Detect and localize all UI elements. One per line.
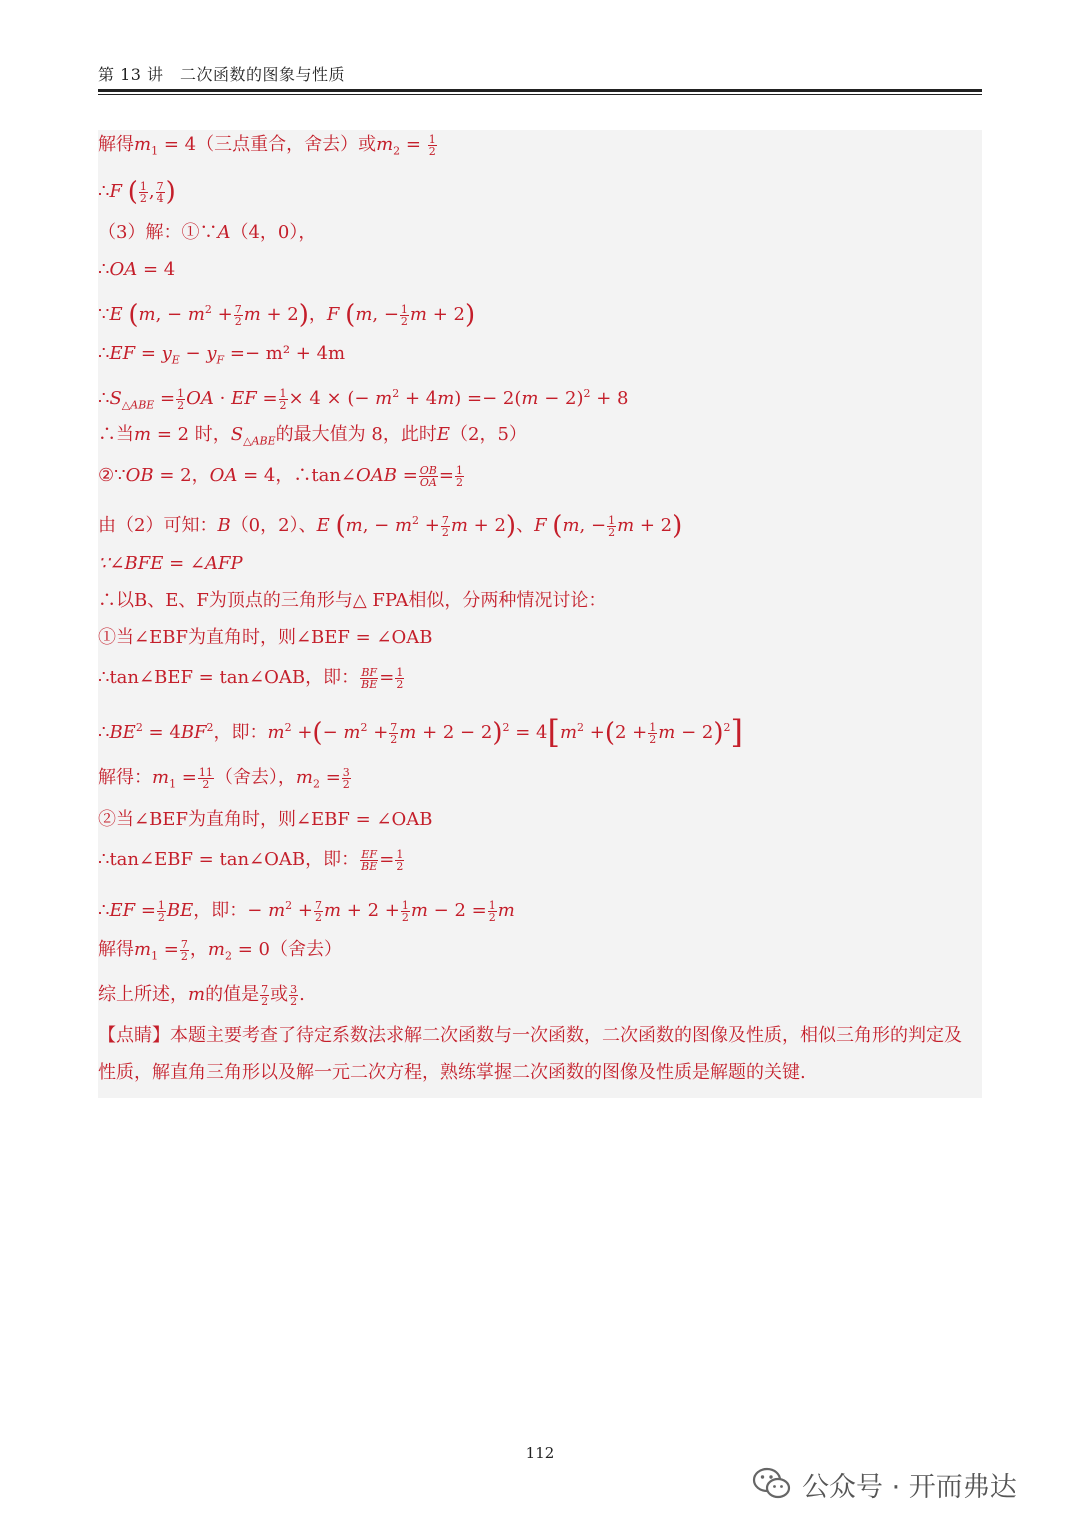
solution-line: ②当∠BEF为直角时，则∠EBF = ∠OAB [98, 809, 433, 830]
solution-line: $\therefore BE^2 = 4BF^2$，即：$m^2$ +(− $m^2$ + $\frac{7}{2}$ $m + 2 - 2)^2 = 4[m^2 +(2$ + $\frac{1}{2}$ m − 2)$^2$] [98, 713, 743, 751]
comment-text: 本题主要考查了待定系数法求解二次函数与一次函数，二次函数的图像及性质，相似三角形的判定及性质，解直角三角形以及解一元二次方程，熟练掌握二次函数的图像及性质是解题的关键. [98, 1025, 962, 1083]
solution-line: 解得：$m_1$ = $\frac{11}{2}$ （舍去），$m_2$ = $\frac{3}{2}$ [98, 765, 350, 791]
solution-line: 综上所述，m的值是 $\frac{7}{2}$ 或 $\frac{3}{2}$ . [98, 982, 305, 1008]
solution-line: ∴tan∠BEF = tan∠OAB，即： $\frac{BF}{BE}$ = $\frac{1}{2}$ [98, 665, 404, 691]
solution-line: ∴以B、E、F为顶点的三角形与△ FPA相似，分两种情况讨论： [98, 590, 607, 611]
wechat-icon [752, 1467, 792, 1501]
solution-line: ∴OA = 4 [98, 259, 176, 280]
solution-line: （3）解：①∵A（4，0）， [98, 222, 317, 243]
solution-line: 解得$m_1 = 4$（三点重合，舍去）或$m_2$ = $\frac{1}{2}$ [98, 132, 436, 158]
solution-line: 解得$m_1$ = $\frac{7}{2}$ ，$m_2 = 0$（舍去） [98, 937, 342, 963]
solution-line: ∴tan∠EBF = tan∠OAB，即： $\frac{EF}{BE}$ = $\frac{1}{2}$ [98, 847, 404, 873]
page-header [98, 62, 982, 85]
comment-paragraph [98, 1017, 978, 1091]
solution-line: ∴EF = $y_E - y_F =- m^2 + 4m$ [98, 343, 346, 367]
comment-label: 【点睛】 [98, 1025, 170, 1046]
solution-line: $\therefore S_{\triangle ABE}$ = $\frac{1}{2}$ OA · EF = $\frac{1}{2}$ × 4 × (− $m^2 + 4m) =- 2(m - 2)^2 + 8$ [98, 386, 629, 412]
solution-line: ①当∠EBF为直角时，则∠BEF = ∠OAB [98, 627, 433, 648]
solution-line: ∴F ( $\frac{1}{2}$ , $\frac{7}{4}$ ) [98, 177, 176, 207]
solution-line: ∴EF = $\frac{1}{2}$ BE，即：− $m^2$ + $\frac{7}{2}$ m + 2 + $\frac{1}{2}$ m − 2 = $\frac{1}{2}$ m [98, 898, 515, 924]
header-rule-thin [98, 94, 982, 95]
header-rule [98, 89, 982, 92]
page-number: 112 [525, 1444, 555, 1462]
watermark-text: 公众号 · 开而弗达 [802, 1471, 1017, 1503]
solution-line: ∵E (m, − $m^2$ + $\frac{7}{2}$ m + 2)，F (m, − $\frac{1}{2}$ m + 2) [98, 300, 476, 330]
solution-line: ②∵OB = 2，OA = 4，∴tan∠OAB = $\frac{OB}{OA}$ = $\frac{1}{2}$ [98, 463, 463, 489]
solution-line: ∴当m = 2 时，$S_{\triangle ABE}$的最大值为 8，此时E（2，5） [98, 424, 527, 448]
solution-line: 由（2）可知：B（0，2）、E (m, − $m^2$ + $\frac{7}{2}$ m + 2)、F (m, − $\frac{1}{2}$ m + 2) [98, 511, 683, 541]
solution-line: ∵∠BFE = ∠AFP [98, 553, 243, 574]
header-title: 第 13 讲 二次函数的图象与性质 [98, 65, 346, 84]
fraction: $\frac{1}{2}$ [428, 132, 436, 158]
watermark [752, 1464, 1017, 1504]
